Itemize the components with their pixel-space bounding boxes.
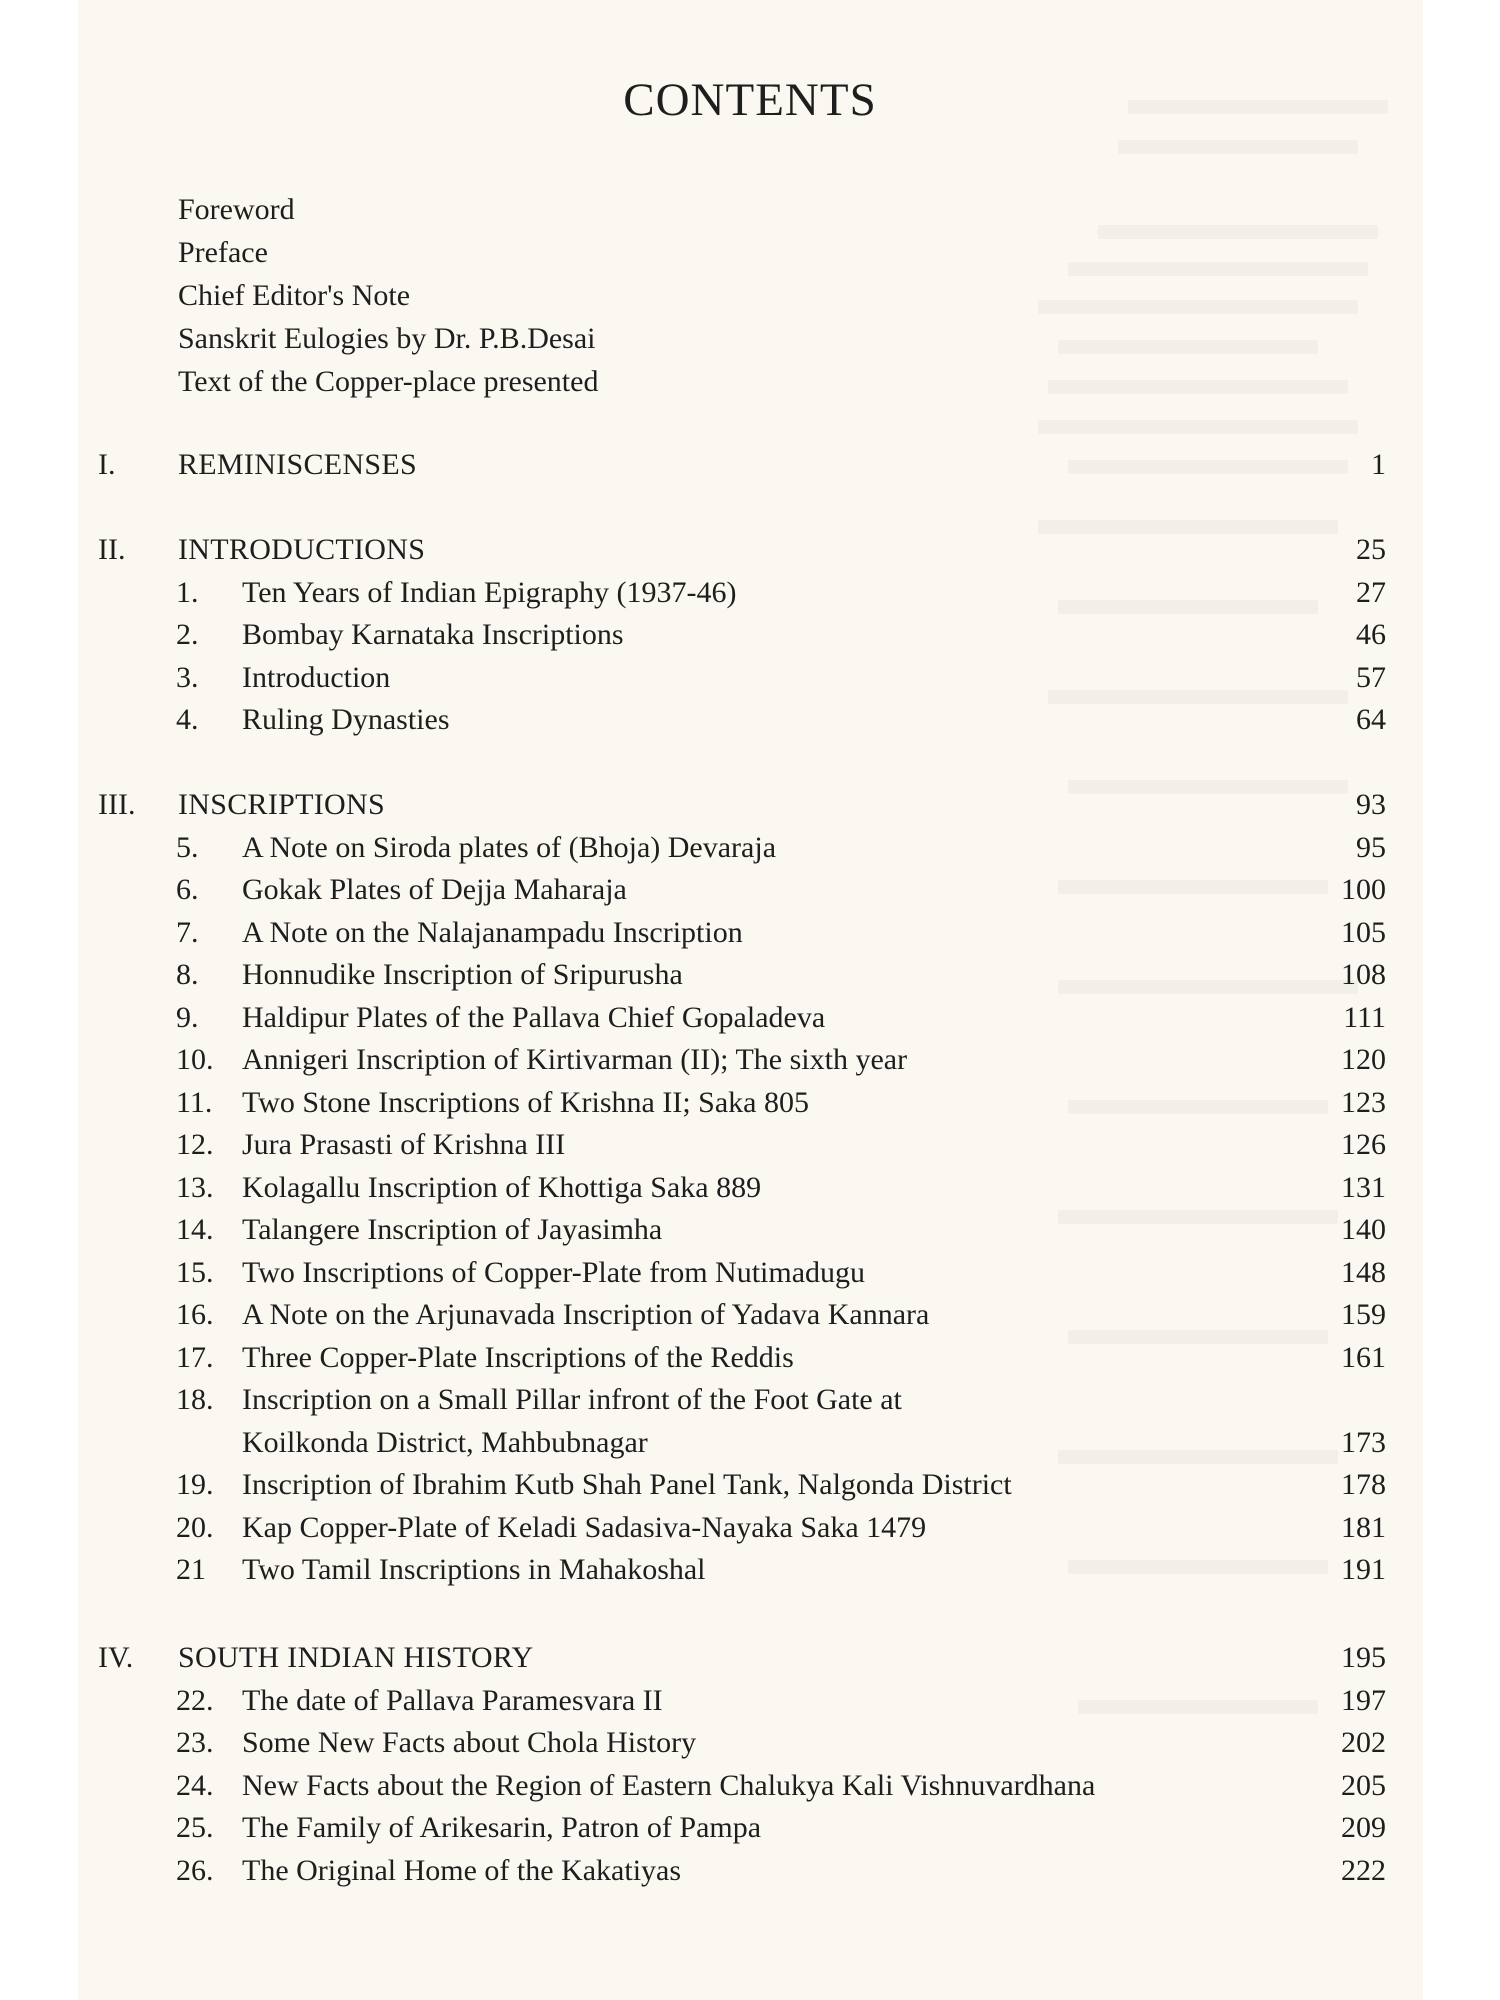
page-number: 126 xyxy=(1341,1128,1386,1161)
section-heading: REMINISCENSES xyxy=(178,448,417,481)
entry-title: A Note on the Nalajanampadu Inscription xyxy=(242,915,743,949)
section-heading-row[interactable] xyxy=(0,1637,1500,1680)
entry-title: The Original Home of the Kakatiyas xyxy=(242,1853,682,1887)
page-number: 159 xyxy=(1341,1298,1386,1331)
entry-title: Talangere Inscription of Jayasimha xyxy=(242,1213,663,1246)
page-number: 105 xyxy=(1341,915,1386,949)
entry-title: Two Tamil Inscriptions in Mahakoshal xyxy=(242,1553,706,1586)
entry-title: Kap Copper-Plate of Keladi Sadasiva-Nayaka Saka 1479 xyxy=(242,1510,927,1544)
entry-title: Annigeri Inscription of Kirtivarman (II); The sixth year xyxy=(242,1043,908,1076)
entry-number: 5. xyxy=(176,830,199,864)
toc-entry-continuation[interactable] xyxy=(0,1422,1500,1465)
page-number: 100 xyxy=(1341,873,1386,906)
entry-title: Two Inscriptions of Copper-Plate from Nutimadugu xyxy=(242,1255,866,1289)
section-heading-row[interactable] xyxy=(0,444,1500,487)
section-heading: SOUTH INDIAN HISTORY xyxy=(178,1641,534,1674)
toc-entry[interactable] xyxy=(0,1765,1500,1808)
toc-entry[interactable] xyxy=(0,1379,1500,1422)
section-heading-row[interactable] xyxy=(0,529,1500,572)
entry-number: 16. xyxy=(176,1298,214,1331)
entry-title-continued: Koilkonda District, Mahbubnagar xyxy=(242,1425,648,1459)
page-number: 205 xyxy=(1341,1768,1386,1802)
toc-entry[interactable] xyxy=(0,1850,1500,1893)
toc-entry[interactable] xyxy=(0,827,1500,870)
toc-entry[interactable] xyxy=(0,1209,1500,1252)
front-matter-item[interactable]: Text of the Copper-place presented xyxy=(178,365,599,398)
entry-number: 11. xyxy=(176,1085,213,1119)
toc-entry[interactable] xyxy=(0,1167,1500,1210)
entry-number: 1. xyxy=(176,575,199,609)
toc-entry[interactable] xyxy=(0,997,1500,1040)
entry-number: 12. xyxy=(176,1128,214,1161)
entry-title: Ten Years of Indian Epigraphy (1937-46) xyxy=(242,575,737,609)
entry-title: Haldipur Plates of the Pallava Chief Gopaladeva xyxy=(242,1000,826,1034)
page-number: 27 xyxy=(1356,575,1386,609)
entry-title: Bombay Karnataka Inscriptions xyxy=(242,618,624,651)
page-number: 178 xyxy=(1341,1468,1386,1501)
entry-number: 3. xyxy=(176,660,199,694)
section-4 xyxy=(0,1637,1500,1892)
toc-entry[interactable] xyxy=(0,1124,1500,1167)
entry-number: 19. xyxy=(176,1468,214,1501)
entry-title: Inscription of Ibrahim Kutb Shah Panel Tank, Nalgonda District xyxy=(242,1468,1012,1501)
page-number: 93 xyxy=(1356,788,1386,821)
page-number: 148 xyxy=(1341,1255,1386,1289)
entry-number: 22. xyxy=(176,1683,214,1717)
entry-title: Kolagallu Inscription of Khottiga Saka 889 xyxy=(242,1170,762,1204)
section-numeral: I. xyxy=(98,448,116,481)
section-3 xyxy=(0,784,1500,1592)
entry-title: Three Copper-Plate Inscriptions of the Reddis xyxy=(242,1340,794,1374)
entry-title: A Note on Siroda plates of (Bhoja) Devaraja xyxy=(242,830,777,864)
entry-number: 15. xyxy=(176,1255,214,1289)
entry-title: The date of Pallava Paramesvara II xyxy=(242,1683,663,1717)
entry-number: 21 xyxy=(176,1553,206,1586)
entry-number: 9. xyxy=(176,1000,199,1034)
page-number: 222 xyxy=(1341,1853,1386,1887)
page-number: 108 xyxy=(1341,958,1386,991)
front-matter-item[interactable]: Chief Editor's Note xyxy=(178,279,411,312)
toc-entry[interactable] xyxy=(0,1337,1500,1380)
entry-number: 26. xyxy=(176,1853,214,1887)
toc-entry[interactable] xyxy=(0,1294,1500,1337)
entry-title: Inscription on a Small Pillar infront of the Foot Gate at xyxy=(242,1383,902,1416)
page-number: 173 xyxy=(1341,1425,1386,1459)
entry-number: 2. xyxy=(176,618,199,651)
page-number: 57 xyxy=(1356,660,1386,694)
toc-entry[interactable] xyxy=(0,1722,1500,1765)
entry-title: Two Stone Inscriptions of Krishna II; Saka 805 xyxy=(242,1085,809,1119)
toc-entry[interactable] xyxy=(0,1039,1500,1082)
page-number: 202 xyxy=(1341,1726,1386,1759)
page-number: 161 xyxy=(1341,1340,1386,1374)
toc-entry[interactable] xyxy=(0,869,1500,912)
page-number: 195 xyxy=(1341,1641,1386,1674)
section-numeral: II. xyxy=(98,533,126,566)
section-2 xyxy=(0,529,1500,742)
toc-entry[interactable] xyxy=(0,954,1500,997)
entry-number: 17. xyxy=(176,1340,214,1374)
page-number: 1 xyxy=(1371,448,1386,481)
page-number: 123 xyxy=(1341,1085,1386,1119)
section-numeral: IV. xyxy=(98,1641,134,1674)
section-heading-row[interactable] xyxy=(0,784,1500,827)
entry-number: 13. xyxy=(176,1170,214,1204)
page-number: 197 xyxy=(1341,1683,1386,1717)
section-1 xyxy=(0,444,1500,487)
entry-number: 6. xyxy=(176,873,199,906)
toc-entry[interactable] xyxy=(0,1807,1500,1850)
entry-number: 14. xyxy=(176,1213,214,1246)
page-number: 46 xyxy=(1356,618,1386,651)
toc-entry[interactable] xyxy=(0,1549,1500,1592)
page-number: 25 xyxy=(1356,533,1386,566)
toc-entry[interactable] xyxy=(0,657,1500,700)
page-number: 140 xyxy=(1341,1213,1386,1246)
entry-number: 24. xyxy=(176,1768,214,1802)
entry-title: The Family of Arikesarin, Patron of Pampa xyxy=(242,1811,762,1844)
entry-number: 4. xyxy=(176,703,199,736)
section-numeral: III. xyxy=(98,788,136,821)
section-heading: INTRODUCTIONS xyxy=(178,533,426,566)
toc-entry[interactable] xyxy=(0,1680,1500,1723)
page-number: 209 xyxy=(1341,1811,1386,1844)
entry-title: A Note on the Arjunavada Inscription of Yadava Kannara xyxy=(242,1298,930,1331)
page-number: 64 xyxy=(1356,703,1386,736)
page-number: 95 xyxy=(1356,830,1386,864)
front-matter-item[interactable]: Preface xyxy=(178,236,268,269)
entry-title: Honnudike Inscription of Sripurusha xyxy=(242,958,683,991)
page-title: CONTENTS xyxy=(623,74,877,126)
page-number: 131 xyxy=(1341,1170,1386,1204)
entry-title: New Facts about the Region of Eastern Chalukya Kali Vishnuvardhana xyxy=(242,1768,1096,1802)
entry-number: 20. xyxy=(176,1510,214,1544)
toc-entry[interactable] xyxy=(0,1252,1500,1295)
toc-entry[interactable] xyxy=(0,1082,1500,1125)
entry-title: Introduction xyxy=(242,660,391,694)
front-matter-item[interactable]: Sanskrit Eulogies by Dr. P.B.Desai xyxy=(178,322,596,355)
toc-entry[interactable] xyxy=(0,699,1500,742)
page-number: 111 xyxy=(1343,1000,1386,1034)
section-heading: INSCRIPTIONS xyxy=(178,788,385,821)
page-number: 191 xyxy=(1341,1553,1386,1586)
entry-title: Jura Prasasti of Krishna III xyxy=(242,1128,566,1161)
page-number: 120 xyxy=(1341,1043,1386,1076)
entry-number: 18. xyxy=(176,1383,214,1416)
entry-title: Ruling Dynasties xyxy=(242,703,450,736)
entry-number: 23. xyxy=(176,1726,214,1759)
toc-entry[interactable] xyxy=(0,614,1500,657)
entry-number: 10. xyxy=(176,1043,214,1076)
toc-entry[interactable] xyxy=(0,1464,1500,1507)
front-matter-list xyxy=(178,188,598,403)
entry-number: 7. xyxy=(176,915,199,949)
entry-number: 8. xyxy=(176,958,199,991)
toc-entry[interactable] xyxy=(0,1507,1500,1550)
page-number: 181 xyxy=(1341,1510,1386,1544)
entry-title: Some New Facts about Chola History xyxy=(242,1726,697,1759)
front-matter-item[interactable]: Foreword xyxy=(178,193,295,226)
entry-title: Gokak Plates of Dejja Maharaja xyxy=(242,873,627,906)
toc-entry[interactable] xyxy=(0,572,1500,615)
toc-entry[interactable] xyxy=(0,912,1500,955)
entry-number: 25. xyxy=(176,1811,214,1844)
